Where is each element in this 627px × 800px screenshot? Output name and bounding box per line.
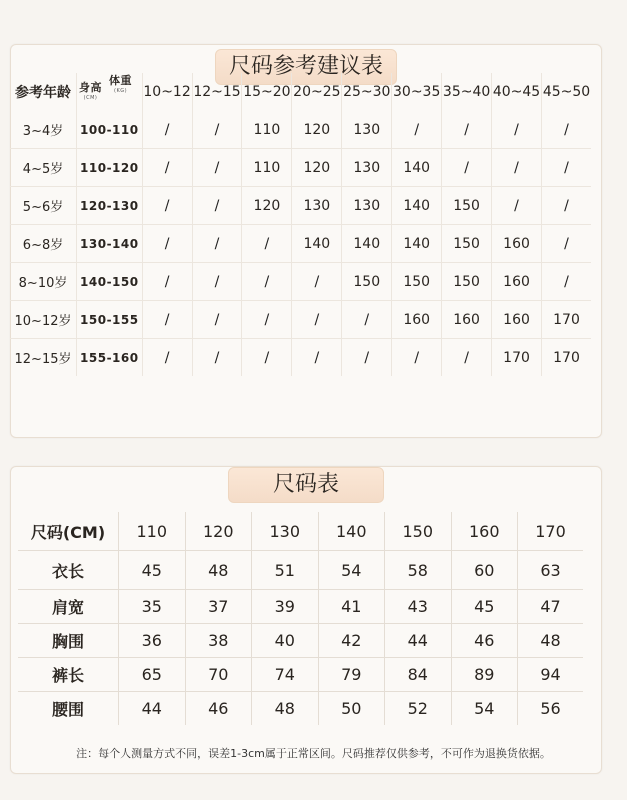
table-row [10,111,591,149]
size-cell: / [242,301,292,339]
measurement-cell: 63 [518,551,584,590]
measurement-cell: 46 [185,692,252,726]
measurement-cell: 51 [252,551,319,590]
size-cell: / [192,301,242,339]
age-cell: 5~6岁 [10,187,77,225]
measurement-cell: 36 [119,624,186,658]
table-row [10,263,591,301]
measurement-cell: 50 [318,692,385,726]
height-cell: 100-110 [77,111,143,149]
size-cell: 170 [553,349,580,366]
measurement-cell: 45 [451,590,518,624]
size-cell: / [192,225,242,263]
measurement-cell: 58 [385,551,452,590]
age-cell: 12~15岁 [10,339,77,377]
age-header: 参考年龄 [10,73,77,111]
measurement-label: 肩宽 [18,590,119,624]
table-row [18,658,583,692]
size-cell: 150 [442,263,492,301]
measurement-cell: 52 [385,692,452,726]
table-header-row [10,73,591,111]
measurement-cell: 70 [185,658,252,692]
size-recommendation-table [10,73,591,376]
size-header: 110 [119,512,186,551]
size-chart-table [18,512,583,725]
measurement-cell: 44 [385,624,452,658]
measurement-cell: 48 [185,551,252,590]
measurement-cell: 37 [185,590,252,624]
table-row [18,551,583,590]
measurement-label: 腰围 [18,692,119,726]
size-cell: 120 [292,111,342,149]
size-cell: 130 [342,111,392,149]
measurement-cell: 35 [119,590,186,624]
measurement-cell: 45 [119,551,186,590]
age-cell: 10~12岁 [10,301,77,339]
measurement-cell: 48 [518,624,584,658]
size-cell: 150 [342,263,392,301]
size-cell: / [192,187,242,225]
weight-range-header: 20~25 [292,73,342,111]
size-cell: / [192,263,242,301]
size-chart-title: 尺码表 [228,467,384,503]
weight-range-header: 30~35 [392,73,442,111]
recommendation-table-title: 尺码参考建议表 [215,49,397,85]
measurement-cell: 47 [518,590,584,624]
height-cell: 110-120 [77,149,143,187]
size-cell: 170 [541,301,591,339]
size-cell: / [142,149,192,187]
size-cell: / [292,339,342,377]
measurement-cell: 79 [318,658,385,692]
size-cell: 160 [492,263,542,301]
measurement-cell: 46 [451,624,518,658]
size-cell: 130 [342,149,392,187]
table-row [18,624,583,658]
table-row [10,225,591,263]
weight-range-header: 15~20 [242,73,292,111]
size-header: 130 [252,512,319,551]
size-cell: 160 [492,301,542,339]
measurement-cell: 40 [252,624,319,658]
size-cell: / [492,149,542,187]
height-header: 身高 (CM) [79,81,103,101]
size-cell: 140 [392,187,442,225]
size-cell: / [492,111,542,149]
weight-range-header: 45~50 [542,84,591,100]
weight-range-header: 40~45 [492,73,542,111]
size-cell: / [192,111,242,149]
size-cell: 160 [392,301,442,339]
size-cell: / [392,111,442,149]
size-cell: / [242,263,292,301]
measurement-cell: 38 [185,624,252,658]
height-cell: 130-140 [77,225,143,263]
measurement-cell: 89 [451,658,518,692]
size-cell: / [541,111,591,149]
size-cell: 160 [442,301,492,339]
size-cell: 160 [492,225,542,263]
size-header: 150 [385,512,452,551]
measurement-cell: 42 [318,624,385,658]
size-cell: 130 [292,187,342,225]
table-row [18,692,583,726]
measurement-cell: 44 [119,692,186,726]
weight-header: 体重 (KG) [109,74,133,94]
size-cell: 140 [292,225,342,263]
size-cell: 120 [242,187,292,225]
size-cell: / [442,111,492,149]
measurement-cell: 43 [385,590,452,624]
size-cell: / [142,339,192,377]
weight-range-header: 10~12 [142,73,192,111]
measurement-cell: 60 [451,551,518,590]
age-cell: 6~8岁 [10,225,77,263]
size-cell: / [541,149,591,187]
size-cell: / [142,301,192,339]
size-cell: / [142,263,192,301]
size-cell: / [192,149,242,187]
age-cell: 4~5岁 [10,149,77,187]
height-cell: 155-160 [77,339,143,377]
size-cell: / [541,263,591,301]
size-cell: / [292,263,342,301]
measurement-cell: 41 [318,590,385,624]
size-header: 140 [318,512,385,551]
size-header: 170 [518,512,584,551]
table-row [10,187,591,225]
size-cell: / [492,187,542,225]
size-cell: 110 [242,111,292,149]
measurement-label: 衣长 [18,551,119,590]
size-cell: 140 [342,225,392,263]
measurement-cell: 54 [318,551,385,590]
size-cell: / [342,301,392,339]
size-cell: / [192,339,242,377]
table-row [18,590,583,624]
size-header: 160 [451,512,518,551]
measurement-cell: 39 [252,590,319,624]
weight-range-header: 12~15 [192,73,242,111]
measurement-cell: 48 [252,692,319,726]
size-cell: / [292,301,342,339]
size-cell: / [242,225,292,263]
size-cell: 150 [442,187,492,225]
size-cell: / [142,187,192,225]
size-cell: / [442,339,492,377]
measurement-cell: 65 [119,658,186,692]
size-cell: / [142,225,192,263]
age-cell: 3~4岁 [10,111,77,149]
size-header-label: 尺码(CM) [18,512,119,551]
size-cell: / [242,339,292,377]
size-cell: 140 [392,225,442,263]
height-cell: 120-130 [77,187,143,225]
table-row [10,149,591,187]
table-row [10,339,591,377]
disclaimer-note: 注：每个人测量方式不同，误差1-3cm属于正常区间。尺码推荐仅供参考，不可作为退换货依据。 [76,747,551,760]
size-cell: / [342,339,392,377]
measurement-label: 裤长 [18,658,119,692]
measurement-label: 胸围 [18,624,119,658]
age-cell: 8~10岁 [10,263,77,301]
size-cell: 120 [292,149,342,187]
height-cell: 150-155 [77,301,143,339]
size-cell: / [142,111,192,149]
size-cell: / [541,225,591,263]
size-cell: 150 [442,225,492,263]
size-cell: / [541,187,591,225]
measurement-cell: 94 [518,658,584,692]
size-cell: 150 [392,263,442,301]
weight-range-header: 35~40 [442,73,492,111]
table-header-row [18,512,583,551]
size-cell: / [442,149,492,187]
measurement-cell: 84 [385,658,452,692]
height-cell: 140-150 [77,263,143,301]
size-cell: 170 [492,339,542,377]
measurement-cell: 54 [451,692,518,726]
size-cell: 140 [392,149,442,187]
measurement-cell: 74 [252,658,319,692]
measurement-cell: 56 [540,699,561,718]
table-row [10,301,591,339]
size-header: 120 [185,512,252,551]
size-cell: 130 [342,187,392,225]
size-cell: 110 [242,149,292,187]
weight-range-header: 25~30 [342,73,392,111]
size-cell: / [392,339,442,377]
height-weight-header [77,73,143,111]
